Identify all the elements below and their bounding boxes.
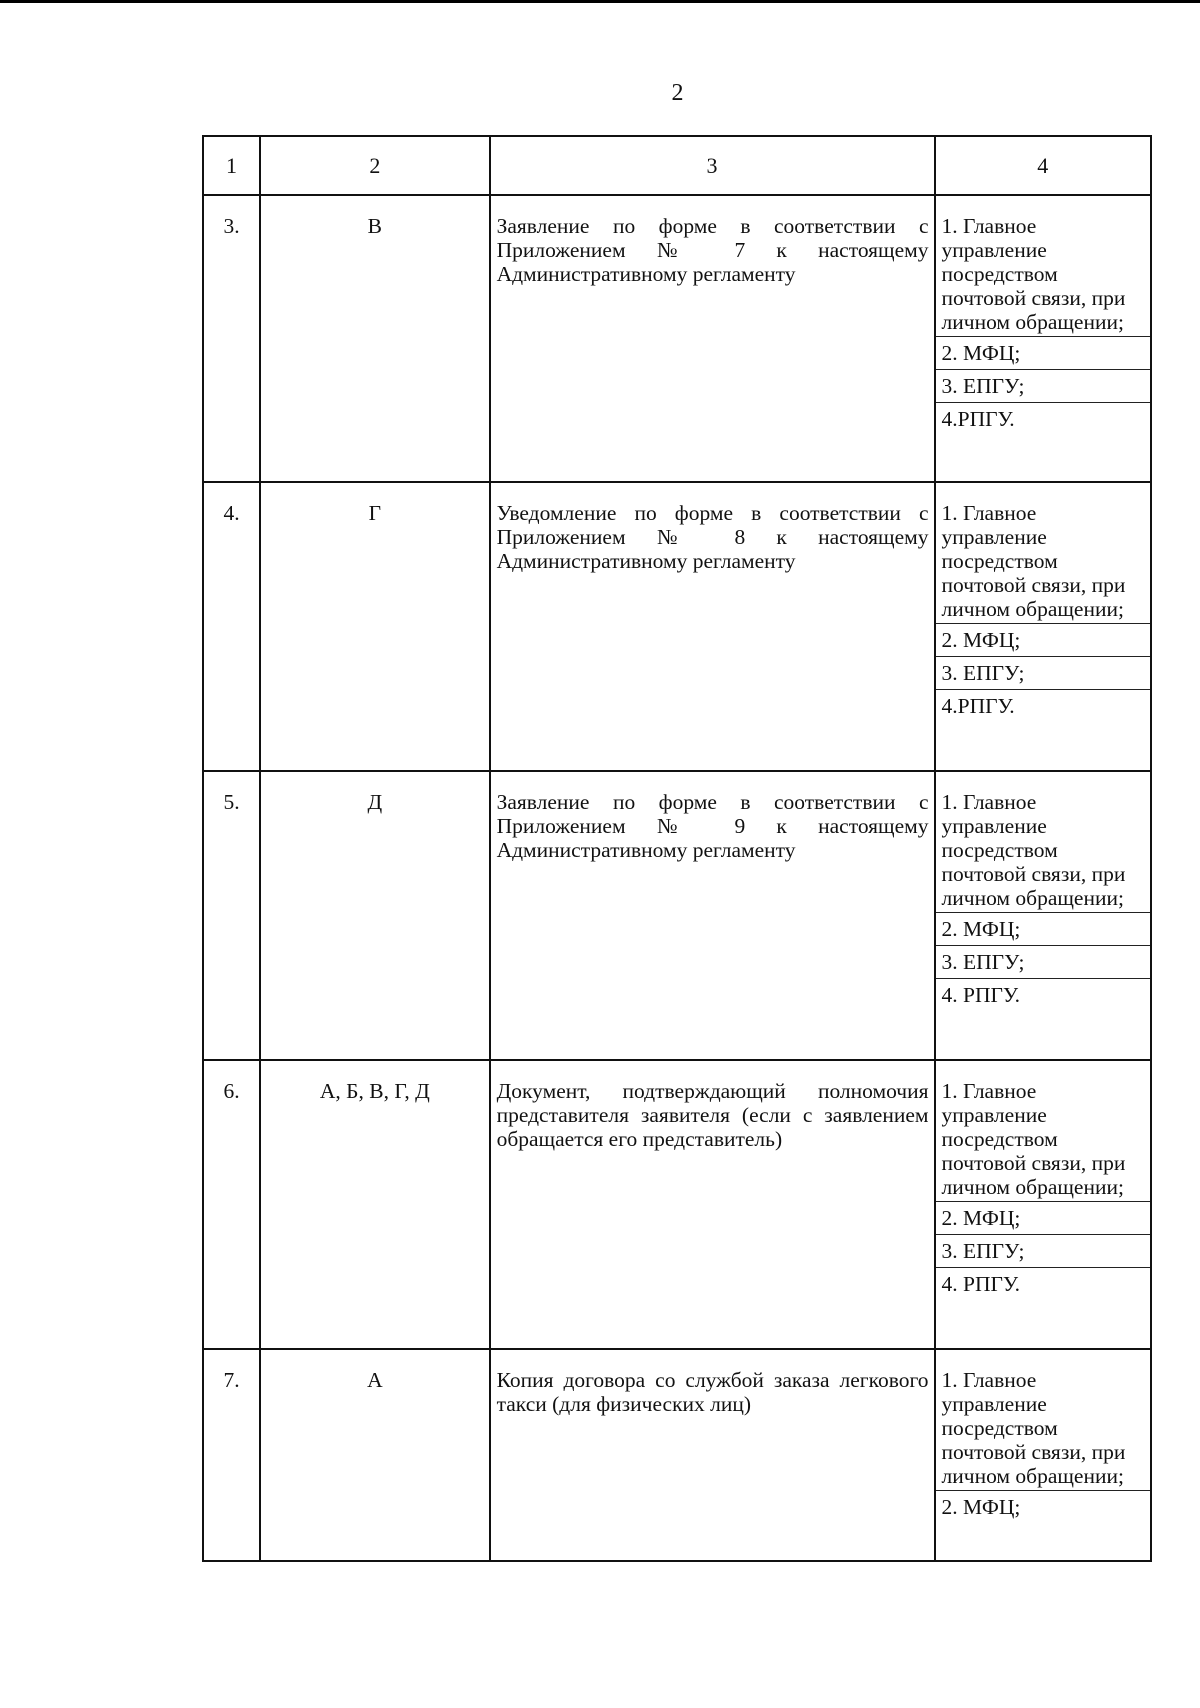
delivery-item: 4.РПГУ.: [936, 689, 1150, 724]
delivery-item: 4. РПГУ.: [936, 978, 1150, 1013]
documents-table: [202, 135, 1152, 1562]
document-description: Уведомление по форме в соответствии с Приложением № 8 к настоящему Административному регламенту: [490, 482, 935, 771]
delivery-methods: [935, 1349, 1151, 1561]
delivery-item: 2. МФЦ;: [936, 1490, 1150, 1525]
document-description: Заявление по форме в соответствии с Приложением № 9 к настоящему Административному регламенту: [490, 771, 935, 1060]
delivery-item: 2. МФЦ;: [936, 623, 1150, 656]
row-number: 6.: [203, 1060, 260, 1349]
column-header-3: 3: [490, 136, 935, 195]
document-description: Копия договора со службой заказа легкового такси (для физических лиц): [490, 1349, 935, 1561]
applicant-category: А, Б, В, Г, Д: [260, 1060, 489, 1349]
delivery-item: 1. Главное управление посредством почтовой связи, при личном обращении;: [941, 501, 1126, 621]
table-header-row: [203, 136, 1151, 195]
row-number: 3.: [203, 195, 260, 482]
document-description: Заявление по форме в соответствии с Приложением № 7 к настоящему Административному регламенту: [490, 195, 935, 482]
scan-edge: [0, 0, 1200, 3]
table-row: [203, 771, 1151, 1060]
applicant-category: В: [260, 195, 489, 482]
delivery-item: 1. Главное управление посредством почтовой связи, при личном обращении;: [941, 1368, 1126, 1488]
applicant-category: А: [260, 1349, 489, 1561]
delivery-item: 1. Главное управление посредством почтовой связи, при личном обращении;: [941, 1079, 1126, 1199]
delivery-item: 2. МФЦ;: [936, 912, 1150, 945]
table-row: [203, 1060, 1151, 1349]
table-row: [203, 1349, 1151, 1561]
table-row: [203, 195, 1151, 482]
column-header-4: 4: [935, 136, 1151, 195]
delivery-item: 4. РПГУ.: [936, 1267, 1150, 1302]
delivery-item: 3. ЕПГУ;: [936, 369, 1150, 402]
page-number: 2: [671, 80, 684, 106]
applicant-category: Г: [260, 482, 489, 771]
table-row: [203, 482, 1151, 771]
row-number: 5.: [203, 771, 260, 1060]
delivery-item: 2. МФЦ;: [936, 336, 1150, 369]
delivery-methods: [935, 195, 1151, 482]
delivery-methods: [935, 771, 1151, 1060]
row-number: 7.: [203, 1349, 260, 1561]
document-description: Документ, подтверждающий полномочия представителя заявителя (если с заявлением обращается его представитель): [490, 1060, 935, 1349]
delivery-item: 1. Главное управление посредством почтовой связи, при личном обращении;: [941, 790, 1126, 910]
delivery-item: 3. ЕПГУ;: [936, 1234, 1150, 1267]
delivery-item: 3. ЕПГУ;: [936, 656, 1150, 689]
delivery-item: 3. ЕПГУ;: [936, 945, 1150, 978]
delivery-item: 2. МФЦ;: [936, 1201, 1150, 1234]
row-number: 4.: [203, 482, 260, 771]
delivery-methods: [935, 482, 1151, 771]
delivery-methods: [935, 1060, 1151, 1349]
delivery-item: 4.РПГУ.: [936, 402, 1150, 437]
column-header-1: 1: [203, 136, 260, 195]
column-header-2: 2: [260, 136, 489, 195]
applicant-category: Д: [260, 771, 489, 1060]
delivery-item: 1. Главное управление посредством почтовой связи, при личном обращении;: [941, 214, 1126, 334]
